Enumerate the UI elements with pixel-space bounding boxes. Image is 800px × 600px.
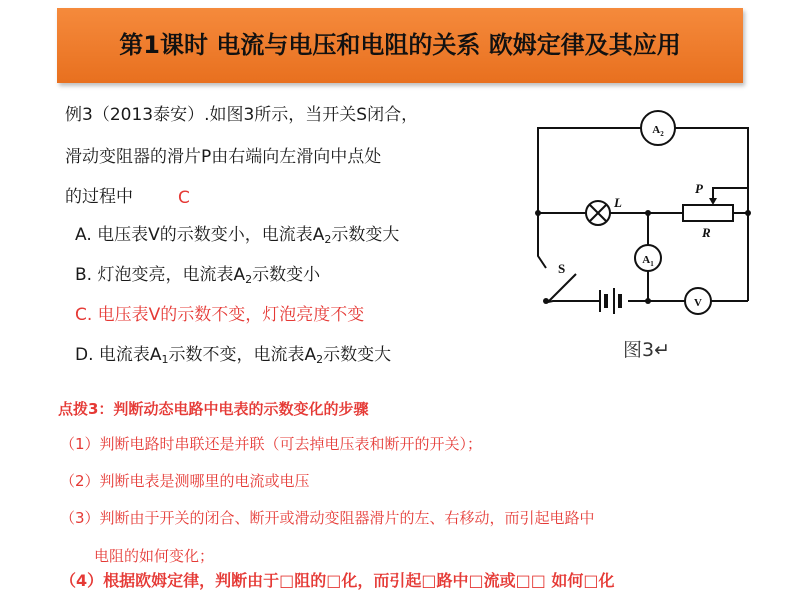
switch-label: S xyxy=(558,261,566,276)
step-3: （3）判断由于开关的闭合、断开或滑动变阻器滑片的左、右移动，而引起电路中 xyxy=(60,509,595,527)
step-3-continued: 电阻的如何变化； xyxy=(94,547,215,565)
option-c: C. 电压表V的示数不变，灯泡亮度不变 xyxy=(75,305,365,325)
question-line-2: 滑动变阻器的滑片P由右端向左滑向中点处 xyxy=(65,147,382,167)
option-a: A. 电压表V的示数变小，电流表$A_2$示数变大 xyxy=(75,225,400,246)
circuit-diagram xyxy=(528,108,758,363)
step-1: （1）判断电路时串联还是并联（可去掉电压表和断开的开关）； xyxy=(60,435,483,453)
ammeter-a2-label: $A_2$ xyxy=(652,124,664,138)
slider-label: P xyxy=(695,181,703,196)
step-2: （2）判断电表是测哪里的电流或电压 xyxy=(60,472,310,490)
question-line-1: 例3（2013泰安）.如图3所示，当开关S闭合， xyxy=(65,105,419,125)
option-b: B. 灯泡变亮，电流表$A_2$示数变小 xyxy=(75,265,321,286)
voltmeter-label: V xyxy=(694,297,702,309)
answer-mark: C xyxy=(178,188,190,208)
ammeter-a1-label: $A_1$ xyxy=(642,254,654,268)
rheostat-label: R xyxy=(702,225,711,240)
slide-title: 第1课时 电流与电压和电阻的关系 欧姆定律及其应用 xyxy=(119,31,681,59)
lamp-label: L xyxy=(614,195,622,210)
figure-caption: 图3↵ xyxy=(623,339,671,361)
tip-heading: 点拨3：判断动态电路中电表的示数变化的步骤 xyxy=(58,400,369,418)
step-4: （4）根据欧姆定律，判断由于□阻的□化，而引起□路中□流或□□ 如何□化 xyxy=(60,571,615,590)
question-line-3: 的过程中 xyxy=(65,187,133,207)
option-d: D. 电流表$A_1$示数不变，电流表$A_2$示数变大 xyxy=(75,345,392,366)
title-banner xyxy=(57,8,743,83)
